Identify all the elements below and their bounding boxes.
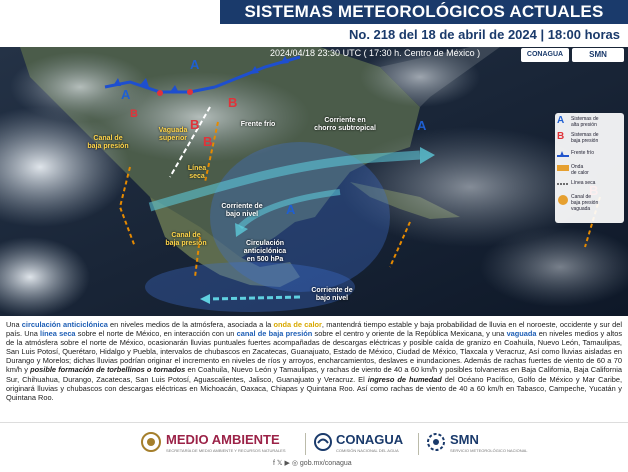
escudo-icon bbox=[140, 431, 162, 453]
svg-text:A: A bbox=[417, 118, 427, 133]
svg-text:B: B bbox=[190, 117, 200, 132]
svg-text:B: B bbox=[228, 95, 238, 110]
svg-text:A: A bbox=[190, 57, 200, 72]
footer-url[interactable]: gob.mx/conagua bbox=[299, 460, 352, 467]
forecast-paragraph: Una circulación anticiclónica en niveles medios de la atmósfera, asociada a la onda de calor, mantendrá tiempo estable y baja probabilidad de lluvia en el noroeste, occidente y sur del país. Una línea seca sobre el norte de México, en interacción con un canal de baja presión sobre el centro y oriente de la República Mexicana, y una vaguada en niveles medios y altos de la atmósfera sobre el norte de México, ocasionarán lluvias puntuales fuertes acompañadas de descargas eléctricas y posible caída de granizo en Coahuila, Nuevo León, Tamaulipas, San Luis Potosí, Querétaro, Hidalgo y Puebla, intervalos de chubascos en Zacatecas, Guanajuato, Estado de México, Ciudad de México, Tlaxcala y Veracruz, Así como lluvias aisladas en Durango y Morelos; dichas lluvias podrían originar el incremento en niveles de ríos y arroyos, encharcamientos, deslaves e inundaciones. Además de rachas fuertes de viento de 60 a 70 km/h y posible formación de torbellinos o tornados en Coahuila, Nuevo León y Tamaulipas, y rachas de viento de 40 a 60 km/h y posibles tolvaneras en Baja California, Baja California Sur, Chihuahua, Durango, Zacatecas, San Luis Potosí, Aguascalientes, Jalisco, Guanajuato y Veracruz. El ingreso de humedad del Océano Pacífico, Golfo de México y Mar Caribe, originará lluvias y chubascos con descargas eléctricas en Michoacán, Oaxaca, Chiapas y Quintana Roo. Así como rachas de viento de 40 a 60 km/h en Tabasco, Campeche, Yucatán y Quintana Roo. bbox=[0, 316, 628, 422]
svg-text:A: A bbox=[121, 87, 131, 102]
label-canal-norte: Canal de baja presión bbox=[87, 135, 129, 150]
label-linea-seca: Línea seca bbox=[187, 165, 207, 180]
canal-baja-icon bbox=[557, 194, 569, 204]
page-title: SISTEMAS METEOROLÓGICOS ACTUALES bbox=[220, 0, 628, 24]
svg-text:A: A bbox=[286, 202, 296, 217]
conagua-icon bbox=[314, 433, 332, 451]
svg-text:B: B bbox=[130, 108, 138, 120]
label-corriente-bajo-2: Corriente de bajo nivel bbox=[311, 287, 353, 302]
legend-alta: A Sistemas de alta presión bbox=[557, 115, 599, 128]
legend-seca: Línea seca bbox=[557, 179, 623, 193]
legend-onda: Onda de calor bbox=[557, 163, 623, 177]
label-vaguada: Vaguada superior bbox=[158, 127, 188, 142]
label-chorro: Corriente en chorro subtropical bbox=[314, 117, 376, 132]
baja-presion-icon: B bbox=[557, 131, 565, 142]
footer-divider bbox=[418, 433, 419, 455]
label-circulacion: Circulación anticiclónica en 500 hPa bbox=[243, 240, 287, 263]
bulletin-number: No. 218 del 18 de abril de 2024 | 18:00 horas bbox=[349, 27, 620, 42]
smn-icon bbox=[426, 432, 446, 452]
footer-divider bbox=[305, 433, 306, 455]
legend-canal: Canal de baja presión vaguada bbox=[557, 193, 623, 221]
label-frente-frio: Frente frío bbox=[240, 121, 276, 128]
svg-text:B: B bbox=[203, 134, 213, 149]
frente-frio-icon bbox=[557, 150, 569, 160]
satellite-map bbox=[0, 47, 628, 316]
legend-baja: B Sistemas de baja presión bbox=[557, 131, 599, 144]
onda-calor-icon bbox=[557, 164, 569, 174]
header bbox=[0, 0, 628, 47]
social-links[interactable] bbox=[273, 459, 352, 467]
map-legend bbox=[555, 113, 624, 223]
footer: MEDIO AMBIENTE SECRETARÍA DE MEDIO AMBIENTE Y RECURSOS NATURALES CONAGUA COMISIÓN NACIONAL DEL AGUA SMN SERVICIO METEOROLÓGICO NACIONAL f 𝕏 ▶ ◎ gob.mx/conagua bbox=[0, 422, 628, 472]
legend-frente: Frente frío bbox=[557, 149, 623, 163]
x-icon[interactable]: 𝕏 bbox=[276, 460, 283, 467]
conagua-logo-top: CONAGUA bbox=[521, 48, 569, 62]
alta-presion-icon: A bbox=[557, 115, 565, 126]
label-canal-sur: Canal de baja presión bbox=[165, 232, 207, 247]
linea-seca-icon bbox=[557, 180, 569, 190]
facebook-icon[interactable]: f bbox=[273, 460, 275, 467]
youtube-icon[interactable]: ▶ bbox=[284, 460, 290, 467]
label-corriente-bajo-1: Corriente de bajo nivel bbox=[221, 203, 263, 218]
smn-logo-top: SMN bbox=[572, 48, 624, 62]
satellite-image bbox=[0, 47, 628, 316]
instagram-icon[interactable]: ◎ bbox=[291, 460, 298, 467]
image-timestamp: 2024/04/18 23:30 UTC ( 17:30 h. Centro de México ) bbox=[270, 48, 481, 58]
